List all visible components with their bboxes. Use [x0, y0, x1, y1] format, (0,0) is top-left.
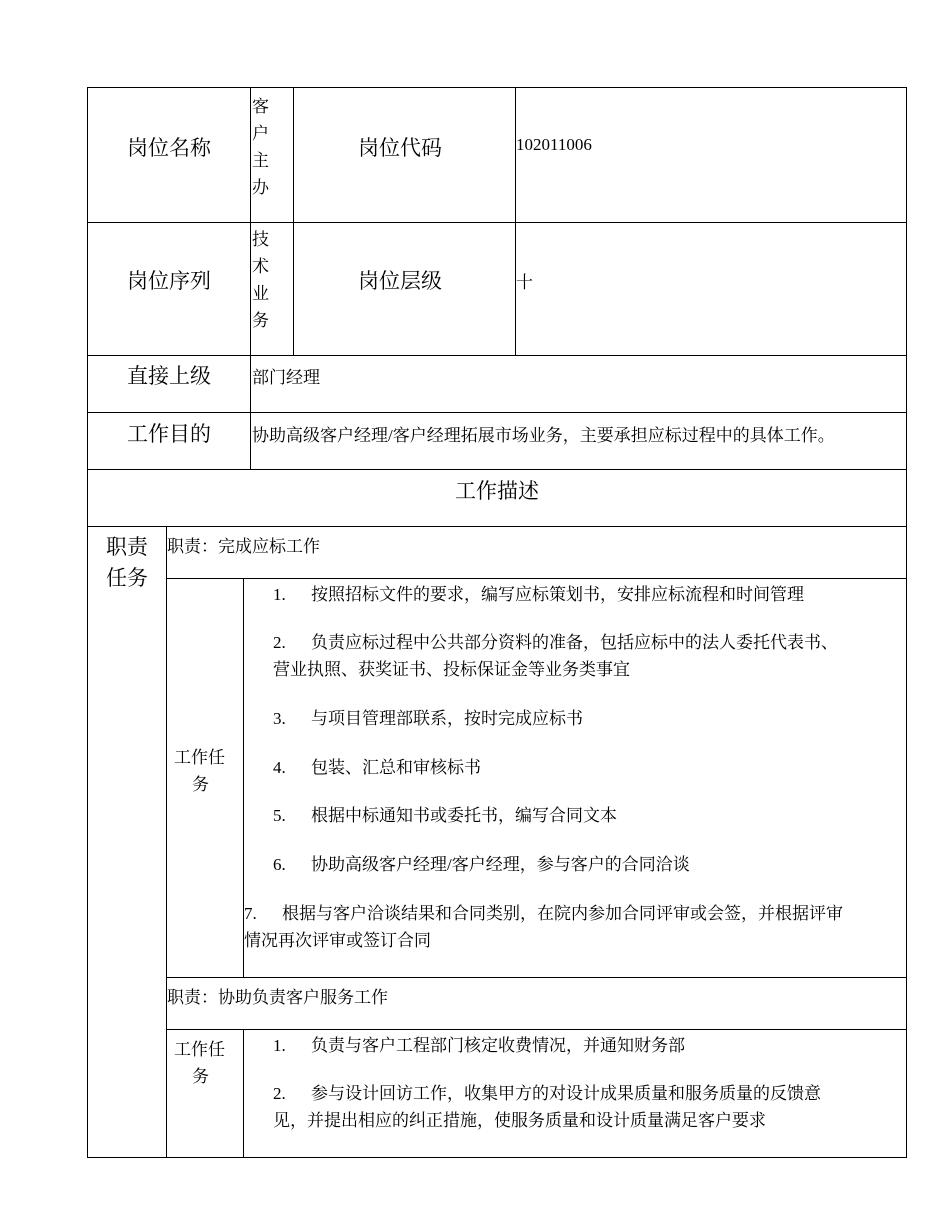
purpose-label: 工作目的	[127, 422, 211, 446]
task-number: 5.	[273, 806, 286, 825]
tasks-label: 工作任	[174, 1040, 225, 1059]
task-number: 2.	[273, 1084, 286, 1103]
post-name-value: 客户主办	[252, 97, 269, 197]
post-code-label: 岗位代码	[358, 136, 442, 160]
task-item	[273, 705, 583, 732]
col-divider	[250, 87, 251, 470]
row-divider	[166, 1029, 907, 1030]
duty-title: 职责：完成应标工作	[167, 537, 320, 556]
task-text: 情况再次评审或签订合同	[244, 931, 431, 950]
task-item	[273, 754, 481, 781]
task-text: 根据中标通知书或委托书，编写合同文本	[311, 806, 617, 825]
post-code-value: 102011006	[516, 135, 592, 154]
task-number: 7.	[244, 904, 257, 923]
task-number: 6.	[273, 855, 286, 874]
task-number: 3.	[273, 709, 286, 728]
post-level-label: 岗位层级	[358, 269, 442, 293]
post-level-value: 十	[516, 273, 533, 292]
task-text: 包装、汇总和审核标书	[311, 758, 481, 777]
row-divider	[87, 469, 907, 470]
table-border-left	[87, 87, 88, 1158]
task-item	[273, 851, 690, 878]
tasks-label: 务	[192, 775, 209, 794]
row-divider	[87, 355, 907, 356]
row-divider	[166, 977, 907, 978]
task-text: 按照招标文件的要求，编写应标策划书，安排应标流程和时间管理	[311, 585, 804, 604]
post-name-label: 岗位名称	[127, 136, 211, 160]
table-border-right	[906, 87, 907, 1158]
task-text: 协助高级客户经理/客户经理，参与客户的合同洽谈	[311, 855, 690, 874]
row-divider	[87, 526, 907, 527]
task-text: 营业执照、获奖证书、投标保证金等业务类事宜	[273, 660, 630, 679]
duty-title: 职责：协助负责客户服务工作	[167, 988, 388, 1007]
table-border-top	[87, 87, 907, 88]
duties-label: 任务	[106, 566, 148, 590]
task-text: 见，并提出相应的纠正措施，使服务质量和设计质量满足客户要求	[273, 1111, 766, 1130]
col-divider	[515, 87, 516, 356]
tasks-label: 工作任	[174, 748, 225, 767]
task-text: 负责与客户工程部门核定收费情况，并通知财务部	[311, 1036, 685, 1055]
task-text: 负责应标过程中公共部分资料的准备，包括应标中的法人委托代表书、	[311, 633, 838, 652]
task-text: 根据与客户洽谈结果和合同类别，在院内参加合同评审或会签，并根据评审	[282, 904, 843, 923]
col-divider	[293, 87, 294, 356]
task-item	[273, 1080, 821, 1134]
task-text: 与项目管理部联系，按时完成应标书	[311, 709, 583, 728]
superior-label: 直接上级	[127, 364, 211, 388]
task-number: 2.	[273, 633, 286, 652]
superior-value: 部门经理	[252, 368, 320, 387]
description-title: 工作描述	[455, 479, 539, 503]
tasks-label: 务	[192, 1067, 209, 1086]
purpose-value: 协助高级客户经理/客户经理拓展市场业务，主要承担应标过程中的具体工作。	[252, 426, 835, 445]
row-divider	[166, 578, 907, 579]
row-divider	[87, 412, 907, 413]
task-item	[244, 900, 843, 954]
post-seq-value: 技术业务	[252, 230, 269, 330]
duties-label: 职责	[106, 535, 148, 559]
row-divider	[87, 222, 907, 223]
table-border-bottom	[87, 1157, 907, 1158]
task-item	[273, 629, 838, 683]
task-item	[273, 581, 804, 608]
col-divider	[243, 1029, 244, 1158]
task-item	[273, 802, 617, 829]
task-item	[273, 1032, 685, 1059]
col-divider	[166, 526, 167, 1158]
post-seq-label: 岗位序列	[127, 269, 211, 293]
task-number: 4.	[273, 758, 286, 777]
task-number: 1.	[273, 585, 286, 604]
task-number: 1.	[273, 1036, 286, 1055]
task-text: 参与设计回访工作，收集甲方的对设计成果质量和服务质量的反馈意	[311, 1084, 821, 1103]
